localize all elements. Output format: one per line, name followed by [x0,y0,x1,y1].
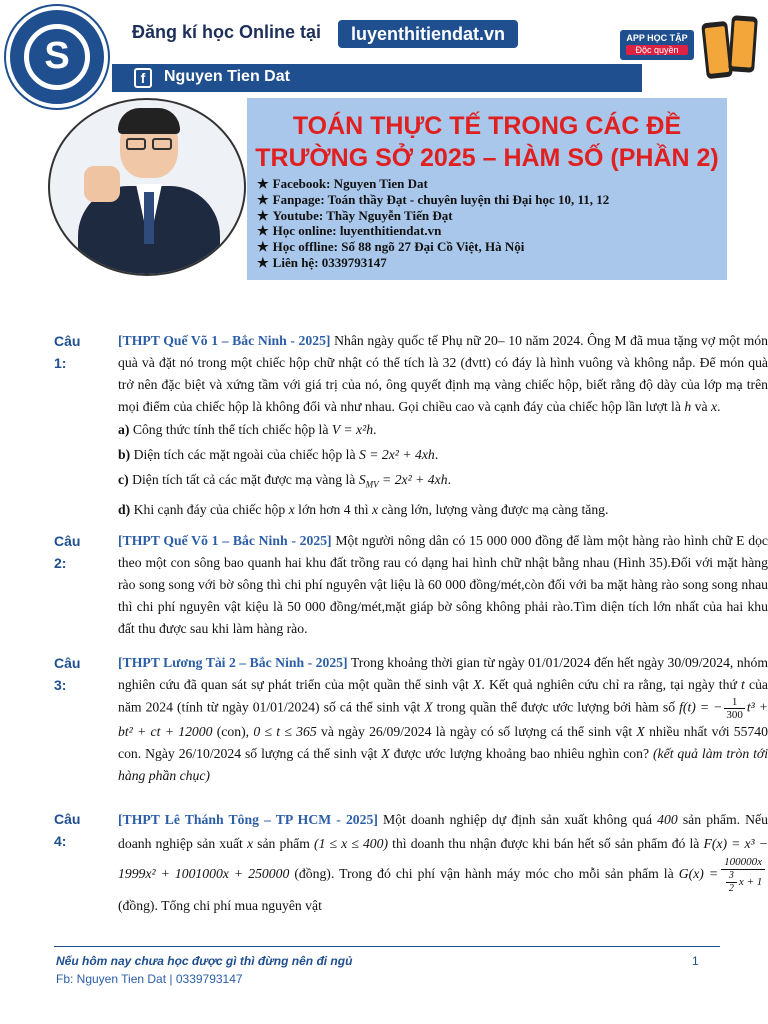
star-icon: ★ [257,254,269,270]
star-icon: ★ [257,176,269,191]
option-c: c) Diện tích tất cả các mặt được mạ vàng là $S_{MV} = 2x^2 + 4xh$. [118,472,451,490]
question-source: [THPT Lương Tài 2 – Bắc Ninh - 2025] [118,655,348,670]
phone-icon [701,21,733,79]
question-body: [THPT Quế Võ 1 – Bắc Ninh - 2025] Một người nông dân có 15 000 000 đồng để làm một hàng rào hình chữ E dọc theo một con sông bao quanh hai khu đất trồng rau có dạng hai hình chữ nhật bằng nhau (Hình 35).Đối với mặt hàng rào song song với bờ sông thì chi phí nguyên vật liệu là 60 000 đồng/mét,còn đối với ba mặt hàng rào song song nhau thì chi phí nguyên vật kiệu là 50 000 đồng/mét,mặt giáp bờ sông không phải rào.Tìm diện tích lớn nhất của hai khu đất thu được sau khi làm hàng rào. [118,533,768,636]
star-icon: ★ [257,191,269,207]
question-source: [THPT Lê Thánh Tông – TP HCM - 2025] [118,812,378,827]
contact-item: ★ Youtube: Thầy Nguyễn Tiến Đạt [257,207,453,223]
question-label: Câu 2: [54,533,81,571]
phone-icon [728,15,758,73]
doc-title-line1: TOÁN THỰC TẾ TRONG CÁC ĐỀ [292,112,682,140]
question-body: [THPT Lương Tài 2 – Bắc Ninh - 2025] Trong khoảng thời gian từ ngày 01/01/2024 đến hết ngày 30/09/2024, nhóm nghiên cứu đã quan sát sự phát triển của một quần thể sinh vật X. Kết quả nghiên cứu chỉ ra rằng, tại ngày thứ t của năm 2024 (tính từ ngày 01/01/2024) số cá thể sinh vật X trong quần thể được ước lượng bởi hàm số f(t) = − $\frac{1}{300}$ t³ + bt² + ct + 12000 (con), 0 ≤ t ≤ 365 và ngày 26/09/2024 là ngày có số lượng cá thể sinh vật X nhiều nhất với 55740 con. Ngày 26/10/2024 số lượng cá thể sinh vật X được ước lượng khoảng bao nhiêu nghìn con? (kết quả làm tròn tới hàng phần chục) [118,655,768,783]
website-link[interactable]: luyenthitiendat.vn [338,20,518,48]
question-body: [THPT Quế Võ 1 – Bắc Ninh - 2025] Nhân ngày quốc tế Phụ nữ 20– 10 năm 2024. Ông M đã mua tặng vợ một món quà và đặt nó trong một chiếc hộp chữ nhật có thể tích là 32 (đvtt) có đáy là hình vuông và không nắp. Để món quà trở nên đặc biệt và xứng tầm với giá trị của nó, ông quyết định mạ vàng chiếc hộp, biết rằng độ dày của lớp mạ trên mọi điểm của chiếc hộp là không đổi và như nhau. Gọi chiều cao và cạnh đáy của chiếc hộp lần lượt là h và x. a) Công thức tính thể tích chiếc hộp là V = x²h. b) Diện tích các mặt ngoài của chiếc hộp là S = 2x² + 4xh. c) Diện tích tất cả các mặt được mạ vàng là $S_{MV} = 2x^2 + 4xh$. d) Khi cạnh đáy của chiếc hộp x lớn hơn 4 thì x càng lớn, lượng vàng được mạ càng tăng. [118,330,768,521]
question-source: [THPT Quế Võ 1 – Bắc Ninh - 2025] [118,333,331,348]
option-a: a) Công thức tính thể tích chiếc hộp là V = x²h. [118,422,377,437]
footer-quote: Nếu hôm nay chưa học được gì thì đừng nên đi ngủ [56,954,353,968]
star-icon: ★ [257,239,269,255]
facebook-icon: f [134,68,152,88]
footer-divider [54,946,720,947]
question-source: [THPT Quế Võ 1 – Bắc Ninh - 2025] [118,533,332,548]
brand-logo [6,6,108,108]
star-icon: ★ [257,207,269,223]
contact-item: ★ Liên hệ: 0339793147 [257,254,387,270]
app-badge-subtitle: Độc quyền [626,45,688,55]
footer-contact: Fb: Nguyen Tien Dat | 0339793147 [56,972,243,986]
app-badge-title: APP HỌC TẬP [626,33,688,43]
option-b: b) Diện tích các mặt ngoài của chiếc hộp là S = 2x² + 4xh. [118,447,439,462]
contact-item: ★ Học online: luyenthitiendat.vn [257,223,442,239]
question-body: [THPT Lê Thánh Tông – TP HCM - 2025] Một doanh nghiệp dự định sản xuất không quá 400 sản phẩm. Nếu doanh nghiệp sản xuất x sản phẩm (1 ≤ x ≤ 400) thì doanh thu nhận được khi bán hết số sản phẩm đó là F(x) = x³ − 1999x² + 1001000x + 250000 (đồng). Trong đó chi phí vận hành máy móc cho mỗi sản phẩm là G(x) = 100000x $\frac{3}{2}$ x + 1 (đồng). Tổng chi phí mua nguyên vật [118,812,768,913]
page-number: 1 [692,954,699,968]
facebook-bar[interactable] [112,64,642,92]
logo-ring [24,24,90,90]
teacher-photo [48,98,246,276]
question-label: Câu 1: [54,333,81,371]
doc-title-line2: TRƯỜNG SỞ 2025 – HÀM SỐ (PHẦN 2) [255,144,719,172]
contact-item: ★ Fanpage: Toán thầy Đạt - chuyên luyện thi Đại học 10, 11, 12 [257,191,610,207]
option-d: d) Khi cạnh đáy của chiếc hộp x lớn hơn 4 thì x càng lớn, lượng vàng được mạ càng tăng. [118,501,609,517]
register-text: Đăng kí học Online tại [132,22,322,42]
app-badge[interactable] [620,30,694,60]
contact-item: ★ Học offline: Số 88 ngõ 27 Đại Cồ Việt, Hà Nội [257,239,525,255]
question-label: Câu 4: [54,811,81,849]
logo-letter: S [44,35,70,77]
contact-list [257,176,609,271]
facebook-name: Nguyen Tien Dat [164,68,290,85]
question-label: Câu 3: [54,655,81,693]
contact-item: ★ Facebook: Nguyen Tien Dat [257,176,428,191]
title-info-box [247,98,727,280]
star-icon: ★ [257,223,269,239]
